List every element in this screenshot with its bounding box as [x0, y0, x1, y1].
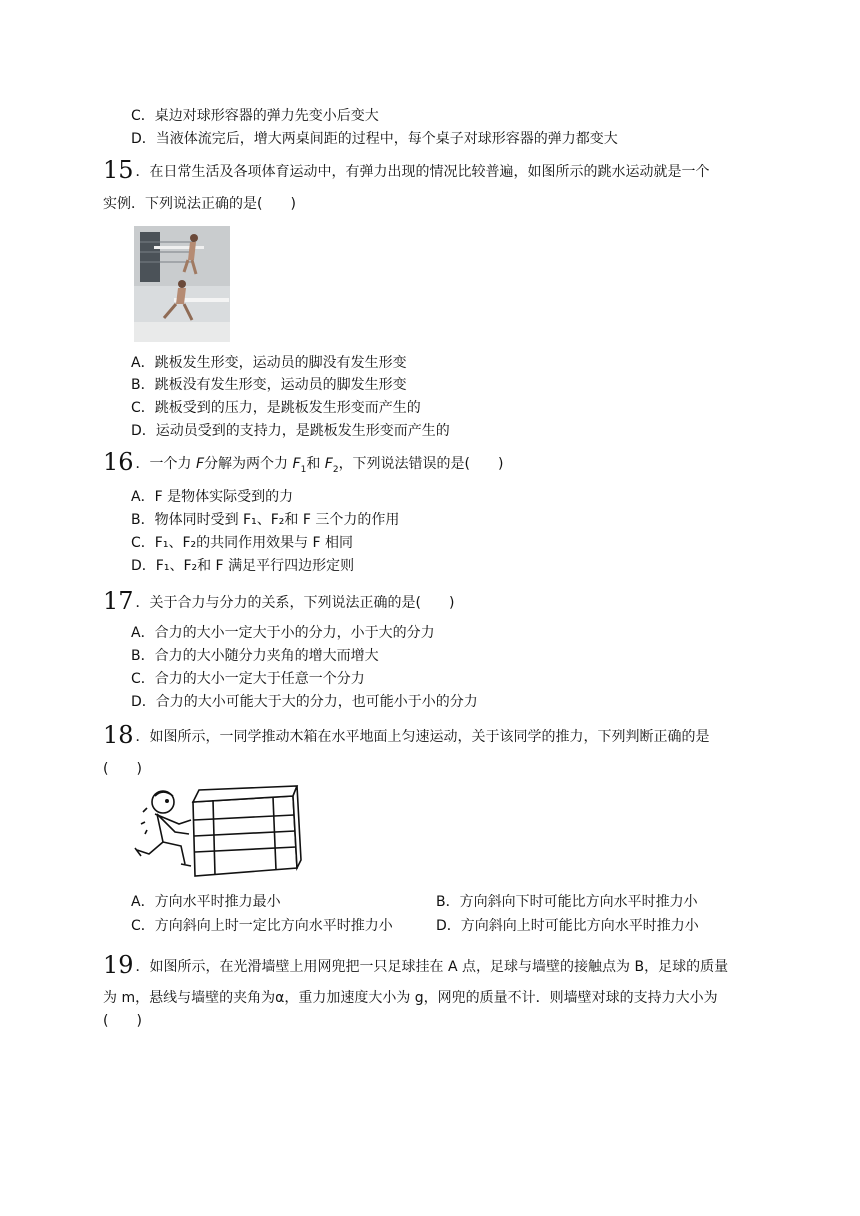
q17-option-a: A．合力的大小一定大于小的分力，小于大的分力 [131, 625, 435, 641]
q16-stem: 16 ．一个力 F分解为两个力 $F_1$和 $F_2$，下列说法错误的是( ) [103, 448, 504, 476]
q19-number: 19 [103, 951, 134, 979]
diving-board-photo [134, 226, 230, 342]
q17-number: 17 [103, 587, 134, 615]
q18-option-a: A．方向水平时推力最小 [131, 894, 281, 910]
q18-number: 18 [103, 721, 134, 749]
q19-stem-line-3: ( ) [103, 1013, 142, 1029]
q15-option-a: A．跳板发生形变，运动员的脚没有发生形变 [131, 355, 407, 371]
q17-stem: 17 ．关于合力与分力的关系，下列说法正确的是( ) [103, 587, 455, 615]
q19-stem-line-2: 为 m，悬线与墙壁的夹角为α，重力加速度大小为 g，网兜的质量不计．则墙壁对球的支持力大小为 [103, 990, 718, 1006]
q16-option-c: C．F₁、F₂的共同作用效果与 F 相同 [131, 535, 354, 551]
q16-number: 16 [103, 448, 134, 476]
q14-option-d: D．当液体流完后，增大两桌间距的过程中，每个桌子对球形容器的弹力都变大 [131, 131, 618, 147]
q15-stem [103, 156, 710, 184]
q14-option-c: C．桌边对球形容器的弹力先变小后变大 [131, 108, 379, 124]
pushing-crate-figure [133, 784, 305, 884]
q18-stem-line-2: ( ) [103, 761, 142, 777]
q15-stem-line-2: 实例．下列说法正确的是( ) [103, 196, 296, 212]
q15-number: 15 [103, 156, 134, 184]
q18-option-b: B．方向斜向下时可能比方向水平时推力小 [436, 894, 698, 910]
q15-option-b: B．跳板没有发生形变，运动员的脚发生形变 [131, 377, 407, 393]
q16-option-a: A．F 是物体实际受到的力 [131, 489, 294, 505]
q16-option-b: B．物体同时受到 F₁、F₂和 F 三个力的作用 [131, 512, 400, 528]
q16-option-d: D．F₁、F₂和 F 满足平行四边形定则 [131, 558, 355, 574]
q18-stem: 18 ．如图所示，一同学推动木箱在水平地面上匀速运动，关于该同学的推力，下列判断正确的是 [103, 721, 710, 749]
q17-option-d: D．合力的大小可能大于大的分力，也可能小于小的分力 [131, 694, 478, 710]
q15-stem-text-1: ．在日常生活及各项体育运动中，有弹力出现的情况比较普遍，如图所示的跳水运动就是一个 [135, 164, 710, 180]
q17-option-c: C．合力的大小一定大于任意一个分力 [131, 671, 365, 687]
q19-stem: 19 ．如图所示，在光滑墙壁上用网兜把一只足球挂在 A 点，足球与墙壁的接触点为 B，足球的质量 [103, 951, 729, 979]
q15-option-c: C．跳板受到的压力，是跳板发生形变而产生的 [131, 400, 421, 416]
q15-option-d: D．运动员受到的支持力，是跳板发生形变而产生的 [131, 423, 450, 439]
q17-option-b: B．合力的大小随分力夹角的增大而增大 [131, 648, 379, 664]
q18-option-c: C．方向斜向上时一定比方向水平时推力小 [131, 918, 393, 934]
q18-option-d: D．方向斜向上时可能比方向水平时推力小 [436, 918, 699, 934]
